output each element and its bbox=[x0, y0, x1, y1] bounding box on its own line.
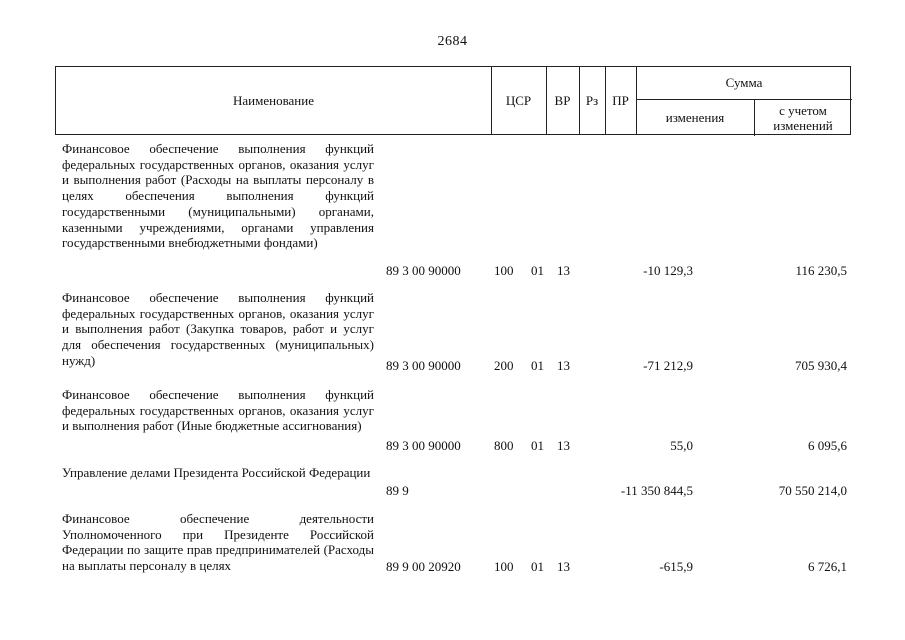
row-vr: 100 bbox=[494, 559, 514, 575]
table-row bbox=[62, 511, 852, 575]
header-rz: Рз bbox=[585, 92, 599, 108]
table-row bbox=[62, 290, 852, 374]
table-row bbox=[62, 387, 852, 454]
header-change: изменения bbox=[665, 109, 725, 125]
header-sum: Сумма bbox=[725, 75, 763, 90]
row-csr: 89 9 bbox=[386, 483, 409, 499]
row-pr: 13 bbox=[557, 358, 570, 374]
header-name: Наименование bbox=[233, 92, 314, 108]
page-number: 2684 bbox=[437, 34, 468, 49]
row-change: -615,9 bbox=[659, 559, 693, 575]
row-change: 55,0 bbox=[670, 438, 693, 454]
row-vr: 200 bbox=[494, 358, 514, 374]
row-csr: 89 9 00 20920 bbox=[386, 559, 461, 575]
row-change: -11 350 844,5 bbox=[620, 483, 693, 499]
row-total: 70 550 214,0 bbox=[778, 483, 847, 499]
header-total bbox=[754, 99, 852, 136]
row-total: 116 230,5 bbox=[795, 263, 847, 279]
header-total-line1: с учетом bbox=[779, 102, 827, 118]
row-name: Финансовое обеспечение выполнения функций федеральных государственных органов, оказания услуг и выполнения работ (Иные бюджетные ассигнования) bbox=[62, 387, 374, 434]
table-row bbox=[62, 465, 852, 499]
row-vr: 100 bbox=[494, 263, 514, 279]
row-pr: 13 bbox=[557, 559, 570, 575]
row-csr: 89 3 00 90000 bbox=[386, 263, 461, 279]
row-name: Финансовое обеспечение деятельности Уполномоченного при Президенте Российской Федерации по защите прав предпринимателей (Расходы на выплаты персоналу в целях bbox=[62, 511, 374, 574]
row-rz: 01 bbox=[531, 559, 544, 575]
row-change: -71 212,9 bbox=[643, 358, 693, 374]
row-pr: 13 bbox=[557, 263, 570, 279]
row-total: 6 726,1 bbox=[808, 559, 847, 575]
row-total: 705 930,4 bbox=[795, 358, 847, 374]
header-csr: ЦСР bbox=[505, 92, 532, 108]
row-csr: 89 3 00 90000 bbox=[386, 438, 461, 454]
header-vr: ВР bbox=[554, 92, 571, 108]
header-pr: ПР bbox=[612, 92, 629, 108]
row-name: Финансовое обеспечение выполнения функций федеральных государственных органов, оказания услуг и выполнения работ (Закупка товаров, работ и услуг для обеспечения государственных (муниципальных) нужд) bbox=[62, 290, 374, 368]
row-vr: 800 bbox=[494, 438, 514, 454]
row-csr: 89 3 00 90000 bbox=[386, 358, 461, 374]
table-row bbox=[62, 141, 852, 279]
header-total-line2: изменений bbox=[773, 117, 833, 133]
row-rz: 01 bbox=[531, 263, 544, 279]
row-rz: 01 bbox=[531, 438, 544, 454]
row-pr: 13 bbox=[557, 438, 570, 454]
row-rz: 01 bbox=[531, 358, 544, 374]
row-total: 6 095,6 bbox=[808, 438, 847, 454]
table-header bbox=[55, 66, 851, 135]
row-name: Управление делами Президента Российской Федерации bbox=[62, 465, 371, 480]
row-name: Финансовое обеспечение выполнения функций федеральных государственных органов, оказания услуг и выполнения работ (Расходы на выплаты персоналу в целях обеспечения выполнения функций государственными (муниципальными) органами, казенными учреждениями, органами управления государственными внебюджетными фондами) bbox=[62, 141, 374, 251]
row-change: -10 129,3 bbox=[643, 263, 693, 279]
